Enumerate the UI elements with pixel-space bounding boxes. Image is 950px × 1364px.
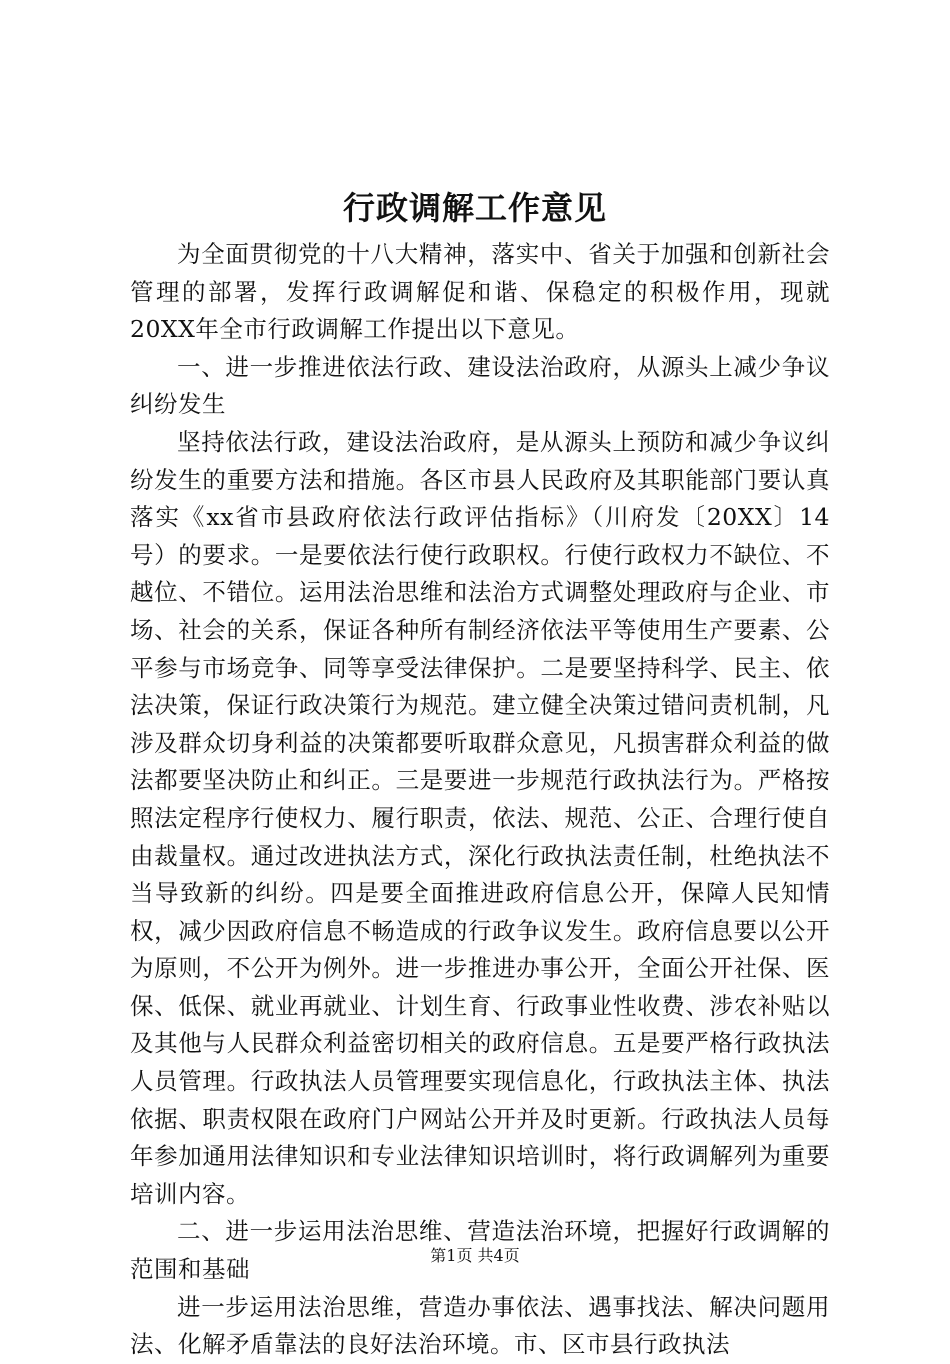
page-number-footer: 第1页 共4页 xyxy=(430,1246,520,1265)
section-heading-1: 一、进一步推进依法行政、建设法治政府，从源头上减少争议纠纷发生 xyxy=(130,352,830,419)
paragraph-section-1: 坚持依法行政，建设法治政府，是从源头上预防和减少争议纠纷发生的重要方法和措施。各区市县人民政府及其职能部门要认真落实《xx省市县政府依法行政评估指标》（川府发〔20XX〕14号）的要求。一是要依法行使行政职权。行使行政权力不缺位、不越位、不错位。运用法治思维和法治方式调整处理政府与企业、市场、社会的关系，保证各种所有制经济依法平等使用生产要素、公平参与市场竞争、同等享受法律保护。二是要坚持科学、民主、依法决策，保证行政决策行为规范。建立健全决策过错问责机制，凡涉及群众切身利益的决策都要听取群众意见，凡损害群众利益的做法都要坚决防止和纠正。三是要进一步规范行政执法行为。严格按照法定程序行使权力、履行职责，依法、规范、公正、合理行使自由裁量权。通过改进执法方式，深化行政执法责任制，杜绝执法不当导致新的纠纷。四是要全面推进政府信息公开，保障人民知情权，减少因政府信息不畅造成的行政争议发生。政府信息要以公开为原则，不公开为例外。进一步推进办事公开，全面公开社保、医保、低保、就业再就业、计划生育、行政事业性收费、涉农补贴以及其他与人民群众利益密切相关的政府信息。五是要严格行政执法人员管理。行政执法人员管理要实现信息化，行政执法主体、执法依据、职责权限在政府门户网站公开并及时更新。行政执法人员每年参加通用法律知识和专业法律知识培训时，将行政调解列为重要培训内容。 xyxy=(130,427,830,1208)
section-heading-2: 二、进一步运用法治思维、营造法治环境，把握好行政调解的范围和基础 xyxy=(130,1217,830,1284)
document-body xyxy=(130,236,830,1364)
paragraph-intro: 为全面贯彻党的十八大精神，落实中、省关于加强和创新社会管理的部署，发挥行政调解促和谐、保稳定的积极作用，现就20XX年全市行政调解工作提出以下意见。 xyxy=(130,240,830,344)
paragraph-section-2: 进一步运用法治思维，营造办事依法、遇事找法、解决问题用法、化解矛盾靠法的良好法治环境。市、区市县行政执法 xyxy=(130,1292,830,1359)
document-title: 行政调解工作意见 xyxy=(342,189,607,227)
